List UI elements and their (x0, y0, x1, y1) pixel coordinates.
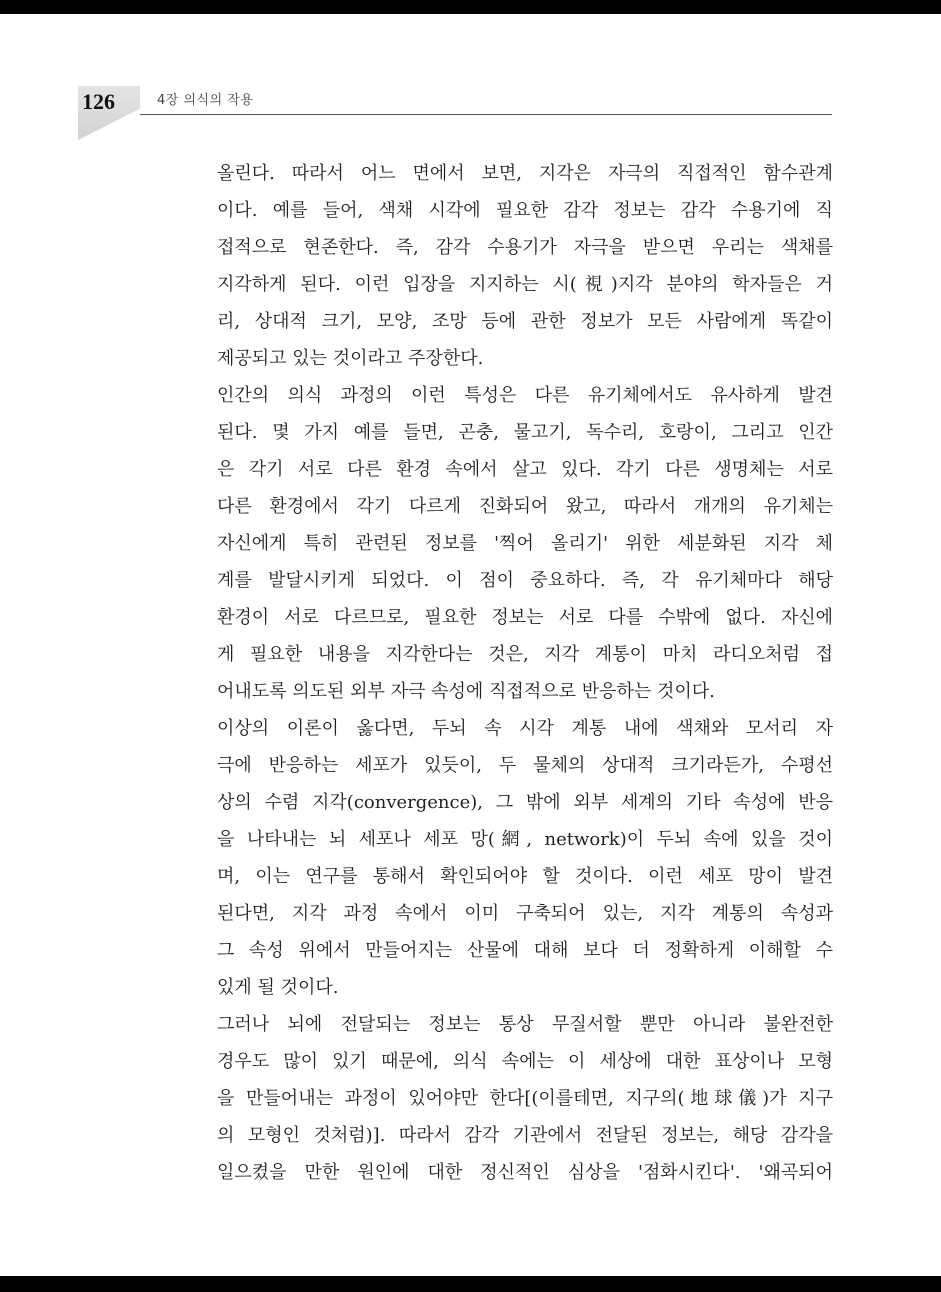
text-line: 상의 수렴 지각(convergence), 그 밖에 외부 세계의 기타 속성에 반응 (217, 792, 833, 813)
text-line: 리, 상대적 크기, 모양, 조망 등에 관한 정보가 모든 사람에게 똑같이 (217, 311, 833, 332)
text-line: 제공되고 있는 것이라고 주장한다. (217, 348, 484, 369)
text-line: 다른 환경에서 각기 다르게 진화되어 왔고, 따라서 개개의 유기체는 (217, 496, 833, 517)
page-number: 126 (82, 89, 115, 114)
text-line: 접적으로 현존한다. 즉, 감각 수용기가 자극을 받으면 우리는 색채를 (217, 237, 833, 258)
text-line: 계를 발달시키게 되었다. 이 점이 중요하다. 즉, 각 유기체마다 해당 (217, 570, 833, 591)
text-line: 된다면, 지각 과정 속에서 이미 구축되어 있는, 지각 계통의 속성과 (217, 903, 833, 924)
text-line: 올린다. 따라서 어느 면에서 보면, 지각은 자극의 직접적인 함수관계 (217, 163, 833, 184)
text-line: 극에 반응하는 세포가 있듯이, 두 물체의 상대적 크기라든가, 수평선 (217, 755, 833, 776)
top-border-bar (0, 0, 941, 14)
text-line: 을 나타내는 뇌 세포나 세포 망(網, network)이 두뇌 속에 있을 것이 (217, 829, 833, 850)
text-line: 며, 이는 연구를 통해서 확인되어야 할 것이다. 이런 세포 망이 발견 (217, 866, 833, 887)
body-text (217, 155, 833, 1191)
text-line: 그러나 뇌에 전달되는 정보는 통상 무질서할 뿐만 아니라 불완전한 (217, 1014, 833, 1035)
text-line: 지각하게 된다. 이런 입장을 지지하는 시(視)지각 분야의 학자들은 거 (217, 274, 833, 295)
text-line: 자신에게 특히 관련된 정보를 '찍어 올리기' 위한 세분화된 지각 체 (217, 533, 833, 554)
text-line: 을 만들어내는 과정이 있어야만 한다[(이를테면, 지구의(地球儀)가 지구 (217, 1088, 833, 1109)
text-line: 은 각기 서로 다른 환경 속에서 살고 있다. 각기 다른 생명체는 서로 (217, 459, 833, 480)
text-line: 이다. 예를 들어, 색채 시각에 필요한 감각 정보는 감각 수용기에 직 (217, 200, 833, 221)
text-line: 의 모형인 것처럼)]. 따라서 감각 기관에서 전달된 정보는, 해당 감각을 (217, 1125, 833, 1146)
text-line: 된다. 몇 가지 예를 들면, 곤충, 물고기, 독수리, 호랑이, 그리고 인간 (217, 422, 833, 443)
text-line: 인간의 의식 과정의 이런 특성은 다른 유기체에서도 유사하게 발견 (217, 385, 833, 406)
text-line: 경우도 많이 있기 때문에, 의식 속에는 이 세상에 대한 표상이나 모형 (217, 1051, 833, 1072)
text-line: 일으켰을 만한 원인에 대한 정신적인 심상을 '점화시킨다'. '왜곡되어 (217, 1162, 833, 1183)
header-rule (140, 114, 832, 115)
text-line: 어내도록 의도된 외부 자극 속성에 직접적으로 반응하는 것이다. (217, 681, 715, 702)
bottom-border-bar (0, 1276, 941, 1292)
text-line: 있게 될 것이다. (217, 977, 339, 998)
text-line: 이상의 이론이 옳다면, 두뇌 속 시각 계통 내에 색채와 모서리 자 (217, 718, 833, 739)
running-header (0, 70, 941, 140)
text-line: 게 필요한 내용을 지각한다는 것은, 지각 계통이 마치 라디오처럼 접 (217, 644, 833, 665)
text-line: 그 속성 위에서 만들어지는 산물에 대해 보다 더 정확하게 이해할 수 (217, 940, 833, 961)
chapter-title: 4장 의식의 작용 (157, 93, 254, 108)
text-line: 환경이 서로 다르므로, 필요한 정보는 서로 다를 수밖에 없다. 자신에 (217, 607, 833, 628)
